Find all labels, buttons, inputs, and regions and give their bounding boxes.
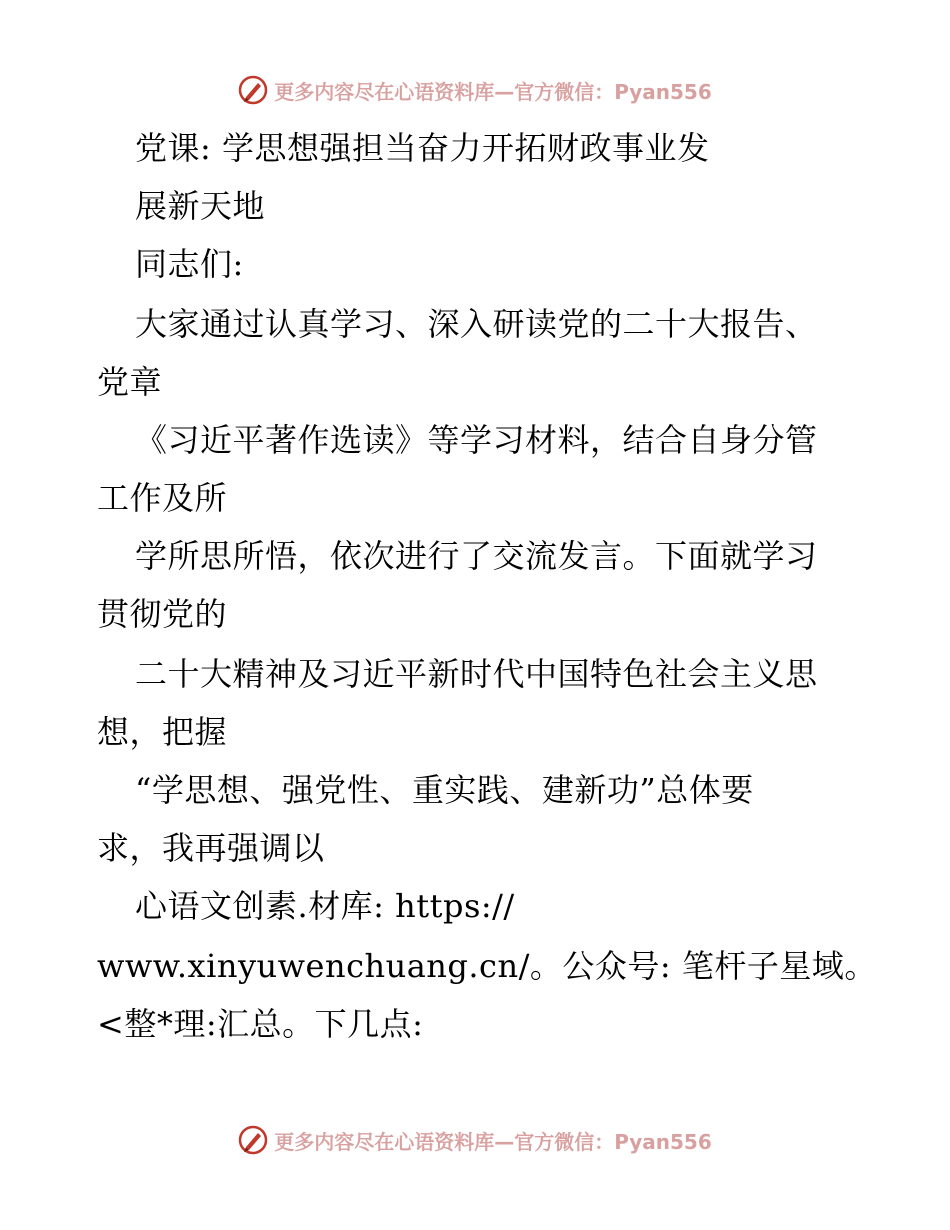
paragraph-line: 二十大精神及习近平新时代中国特色社会主义思 xyxy=(135,655,818,693)
title-line-1: 党课: 学思想强担当奋力开拓财政事业发 xyxy=(135,129,710,167)
footer-banner xyxy=(0,1120,950,1160)
paragraph-line: 想，把握 xyxy=(97,713,228,751)
paragraph-line: 贯彻党的 xyxy=(97,595,228,633)
paragraph-line: 大家通过认真学习、深入研读党的二十大报告、 xyxy=(135,305,818,343)
pen-logo-icon xyxy=(238,75,268,105)
pen-logo-icon xyxy=(238,1125,268,1155)
footer-banner-text: 更多内容尽在心语资料库—官方微信：Pyan556 xyxy=(274,1129,712,1154)
paragraph-line: 党章 xyxy=(97,363,163,401)
paragraph-line: “学思想、强党性、重实践、建新功”总体要 xyxy=(135,771,754,809)
paragraph-line: 工作及所 xyxy=(97,479,228,517)
header-banner xyxy=(0,70,950,110)
paragraph-line: 《习近平著作选读》等学习材料，结合自身分管 xyxy=(135,421,818,459)
paragraph-line: <整*理:汇总。下几点: xyxy=(97,1005,424,1043)
title-line-2: 展新天地 xyxy=(135,187,266,225)
salutation: 同志们: xyxy=(135,245,244,283)
paragraph-line: 学所思所悟，依次进行了交流发言。下面就学习 xyxy=(135,537,818,575)
paragraph-line: 求，我再强调以 xyxy=(97,829,325,867)
header-banner-text: 更多内容尽在心语资料库—官方微信：Pyan556 xyxy=(274,79,712,104)
paragraph-line: www.xinyuwenchuang.cn/。公众号: 笔杆子星域。 xyxy=(97,947,877,985)
paragraph-line: 心语文创素.材库: https:// xyxy=(135,887,515,925)
